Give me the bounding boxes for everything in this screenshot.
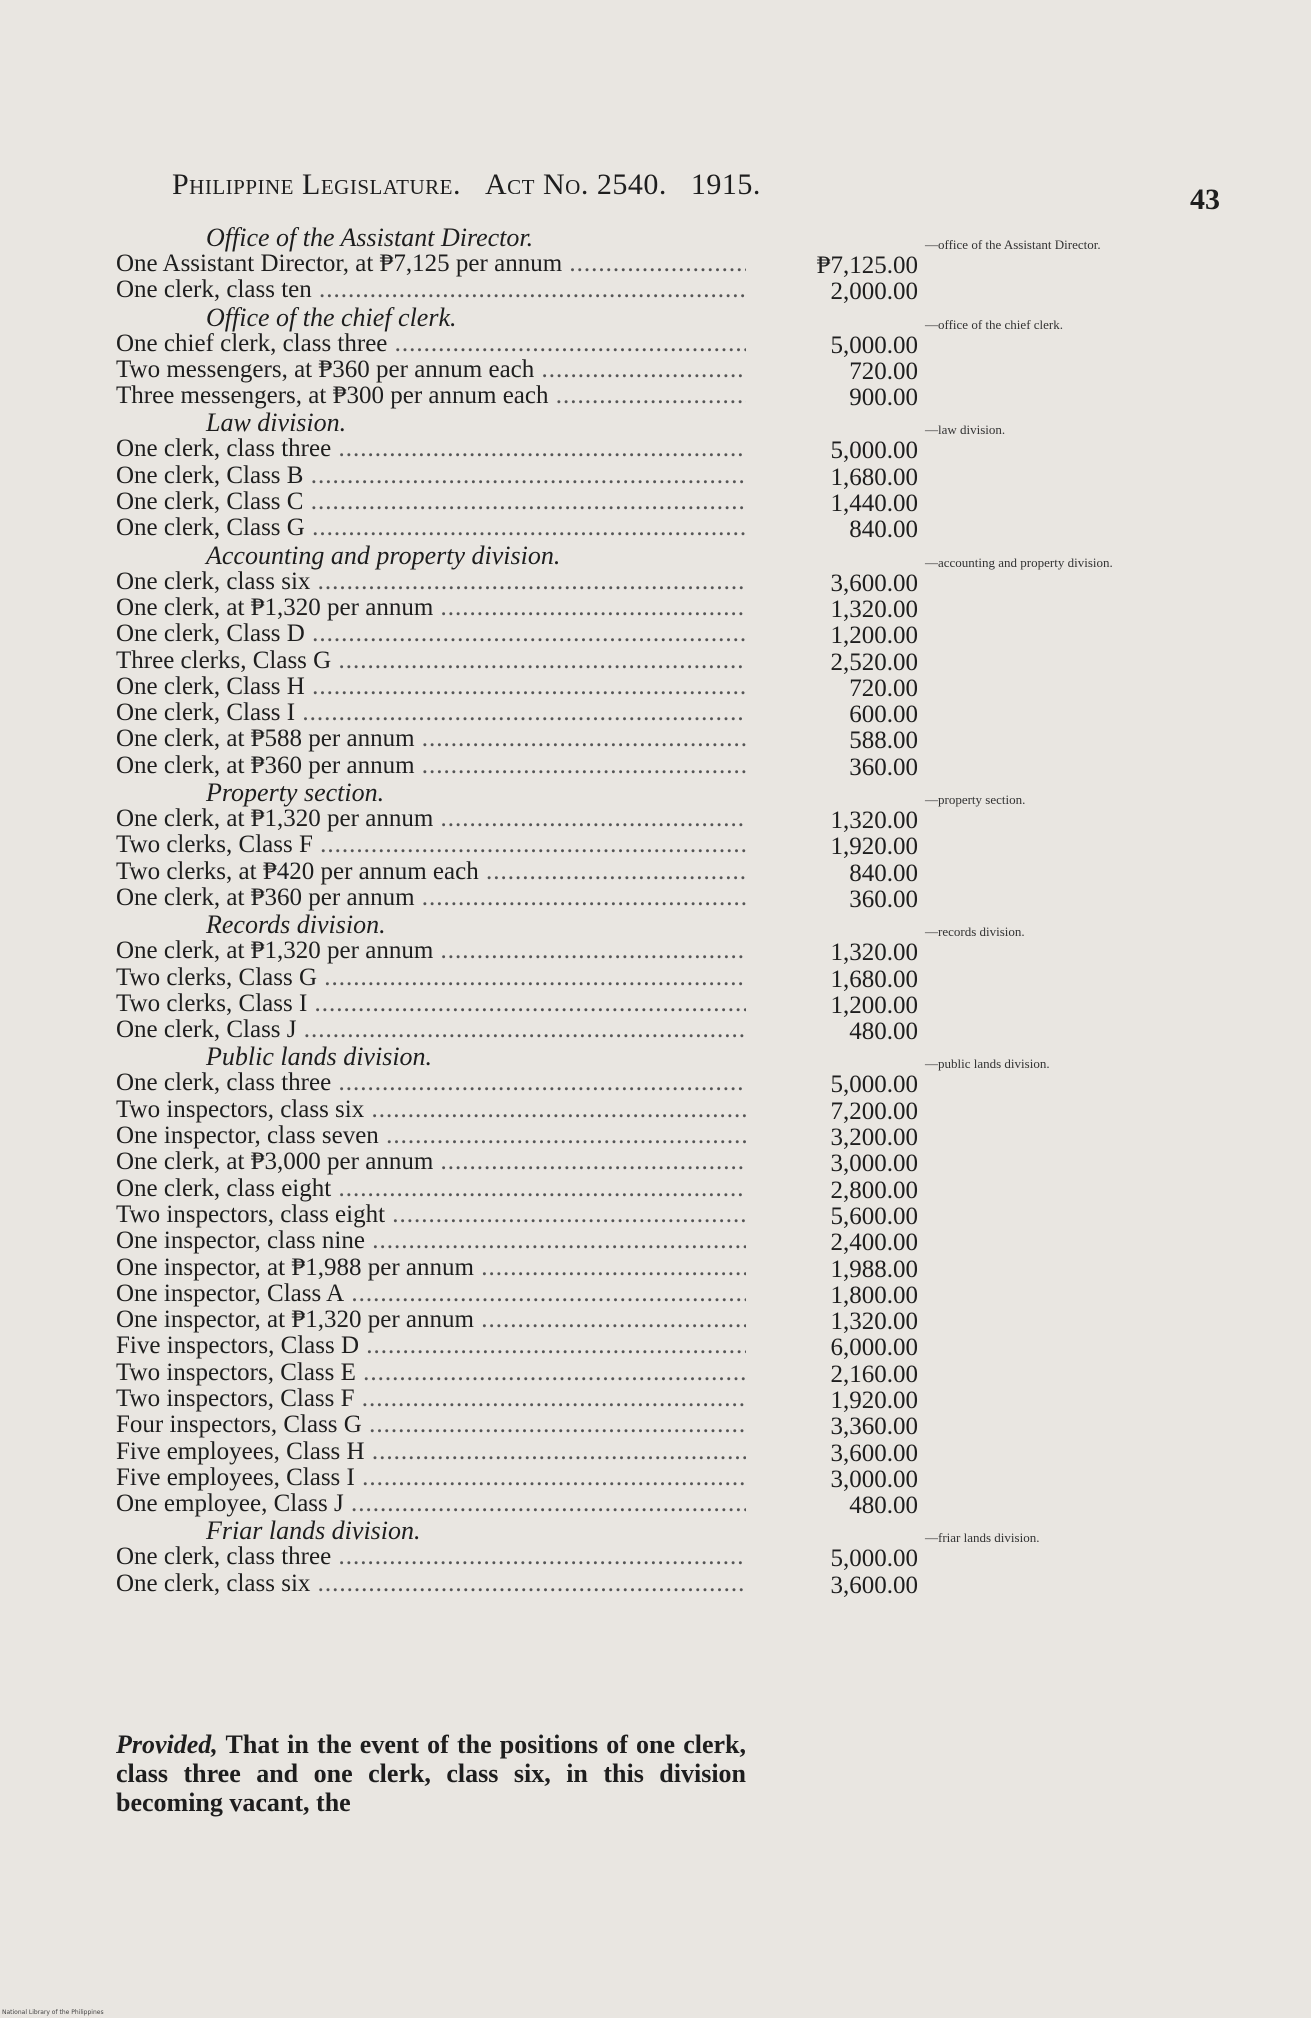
line-item (116, 859, 1116, 885)
line-item-label: One clerk, class three ..... (116, 1070, 746, 1096)
line-item (116, 1491, 1116, 1520)
line-item-amount: 2,160.00 (830, 1360, 918, 1388)
line-item-label: Four inspectors, Class G ..... (116, 1412, 746, 1438)
margin-note: —public lands division. (925, 1056, 1050, 1072)
line-item-label: One clerk, Class D ..... (116, 621, 746, 647)
line-item-label: One clerk, Class C ..... (116, 489, 746, 515)
line-item-amount: 1,920.00 (830, 833, 918, 861)
line-item-label: One clerk, class three ..... (116, 436, 746, 462)
line-item (116, 1412, 1116, 1441)
line-item-label: Two clerks, Class G ..... (116, 965, 746, 991)
section-heading: Property section. (206, 778, 385, 808)
line-item (116, 1123, 1116, 1152)
line-item (116, 1439, 1116, 1465)
line-item (116, 938, 1116, 967)
margin-note: —friar lands division. (925, 1530, 1040, 1546)
line-item-label: One clerk, at ₱1,320 per annum ..... (116, 938, 746, 964)
line-item-label: Two inspectors, class six ..... (116, 1097, 746, 1123)
line-item-amount: 1,200.00 (830, 991, 918, 1019)
line-item (116, 1070, 1116, 1099)
line-item-label: One clerk, at ₱3,000 per annum ..... (116, 1149, 746, 1175)
line-item (116, 1307, 1116, 1336)
line-item-amount: 900.00 (849, 384, 918, 412)
line-item (116, 1097, 1116, 1123)
line-item-label: One clerk, Class H ..... (116, 674, 746, 700)
line-item-label: Two clerks, Class I ..... (116, 991, 746, 1017)
line-item (116, 1202, 1116, 1228)
line-item (116, 1149, 1116, 1178)
line-item-label: Two messengers, at ₱360 per annum each ..... (116, 357, 746, 383)
line-item (116, 1360, 1116, 1386)
margin-note: —property section. (925, 792, 1026, 808)
line-item-label: One clerk, class three ..... (116, 1544, 746, 1570)
margin-note: —law division. (925, 422, 1006, 438)
line-item-label: One clerk, at ₱360 per annum ..... (116, 753, 746, 779)
line-item-label: Two inspectors, Class F ..... (116, 1386, 746, 1412)
line-item-label: One clerk, class six ..... (116, 1571, 746, 1597)
line-item-amount: 1,680.00 (830, 965, 918, 993)
line-item-label: One clerk, class eight ..... (116, 1176, 746, 1202)
line-item-amount: 2,800.00 (830, 1176, 918, 1204)
line-item-label: Two clerks, Class F ..... (116, 832, 746, 858)
line-item (116, 1333, 1116, 1362)
line-item-amount: 5,000.00 (830, 1545, 918, 1573)
line-item-label: One inspector, class nine ..... (116, 1228, 746, 1254)
line-item-label: Two inspectors, class eight ..... (116, 1202, 746, 1228)
line-item (116, 1255, 1116, 1281)
section-heading: Public lands division. (206, 1042, 433, 1072)
line-item-amount: 7,200.00 (830, 1097, 918, 1125)
line-item-label: One clerk, Class G ..... (116, 515, 746, 541)
line-item (116, 436, 1116, 465)
header-year: 1915. (690, 168, 761, 201)
line-item-amount: 3,360.00 (830, 1413, 918, 1441)
line-item-label: One inspector, at ₱1,988 per annum ..... (116, 1255, 746, 1281)
proviso-lead: Provided, (116, 1730, 218, 1759)
section-heading: Records division. (206, 910, 386, 940)
line-item-amount: 600.00 (849, 701, 918, 729)
line-item-amount: 6,000.00 (830, 1334, 918, 1362)
line-item-label: One clerk, Class I ..... (116, 700, 746, 726)
line-item (116, 1017, 1116, 1046)
line-item-label: One clerk, at ₱1,320 per annum ..... (116, 806, 746, 832)
line-item (116, 753, 1116, 779)
line-item-amount: 1,440.00 (830, 490, 918, 518)
proviso-text: That in the event of the positions of one clerk, class three and one clerk, class six, in this division becoming vacant, the (116, 1730, 747, 1817)
line-item-label: Two inspectors, Class E ..... (116, 1360, 746, 1386)
line-item-label: One inspector, Class A ..... (116, 1281, 746, 1307)
line-item-label: One clerk, at ₱360 per annum ..... (116, 885, 746, 911)
line-item-amount: 3,200.00 (830, 1124, 918, 1152)
line-item-amount: 1,680.00 (830, 463, 918, 491)
line-item-amount: 840.00 (849, 859, 918, 887)
line-item-amount: 1,200.00 (830, 622, 918, 650)
line-item (116, 885, 1116, 911)
line-item-label: One employee, Class J ..... (116, 1491, 746, 1517)
line-item (116, 515, 1116, 544)
running-header (172, 168, 872, 202)
line-item-amount: 720.00 (849, 674, 918, 702)
line-item-label: Five employees, Class I ..... (116, 1465, 746, 1491)
section-heading: Law division. (206, 408, 347, 438)
line-item-amount: 1,320.00 (830, 1308, 918, 1336)
line-item-label: One chief clerk, class three ..... (116, 331, 746, 357)
section-heading: Accounting and property division. (206, 540, 561, 570)
section-heading: Office of the chief clerk. (206, 302, 457, 332)
line-item (116, 489, 1116, 518)
line-item-label: Three messengers, at ₱300 per annum each ..... (116, 383, 746, 409)
header-act-label: Act No. (485, 168, 589, 201)
line-item-label: One clerk, class ten ..... (116, 277, 746, 303)
line-item-amount: 3,600.00 (830, 1571, 918, 1599)
line-item-amount: 480.00 (849, 1018, 918, 1046)
line-item (116, 1386, 1116, 1412)
line-item (116, 383, 1116, 412)
line-item-label: Five employees, Class H ..... (116, 1439, 746, 1465)
line-item-amount: 5,000.00 (830, 331, 918, 359)
margin-note: —accounting and property division. (925, 554, 1113, 570)
page-number: 43 (1190, 183, 1220, 216)
line-item-amount: 360.00 (849, 885, 918, 913)
line-item-amount: 5,000.00 (830, 437, 918, 465)
line-item (116, 991, 1116, 1017)
line-item-label: One clerk, at ₱1,320 per annum ..... (116, 595, 746, 621)
line-item-label: One clerk, Class B ..... (116, 463, 746, 489)
line-item (116, 700, 1116, 729)
line-item-amount: 360.00 (849, 753, 918, 781)
line-item (116, 251, 1116, 277)
line-item-label: Two clerks, at ₱420 per annum each ..... (116, 859, 746, 885)
line-item-amount: 2,520.00 (830, 648, 918, 676)
line-item-amount: 480.00 (849, 1492, 918, 1520)
header-act-number: 2540. (596, 168, 667, 201)
line-item (116, 1465, 1116, 1491)
line-item (116, 1281, 1116, 1307)
line-item-amount: 3,000.00 (830, 1150, 918, 1178)
section-heading: Office of the Assistant Director. (206, 223, 534, 252)
line-item (116, 621, 1116, 650)
line-item-label: One Assistant Director, at ₱7,125 per annum ..... (116, 251, 746, 277)
line-item (116, 595, 1116, 621)
line-item-amount: 1,320.00 (830, 939, 918, 967)
line-item-amount: 5,000.00 (830, 1071, 918, 1099)
line-item (116, 1544, 1116, 1573)
line-item (116, 806, 1116, 835)
proviso-paragraph (116, 1730, 746, 1817)
margin-note: —records division. (925, 924, 1025, 940)
line-item-amount: 5,600.00 (830, 1202, 918, 1230)
line-item (116, 463, 1116, 489)
line-item-label: Three clerks, Class G ..... (116, 648, 746, 674)
line-item (116, 1571, 1116, 1597)
margin-note: —office of the chief clerk. (925, 316, 1063, 332)
line-item-label: One inspector, at ₱1,320 per annum ..... (116, 1307, 746, 1333)
line-item (116, 965, 1116, 991)
header-title: Philippine Legislature. (172, 168, 461, 201)
line-item-amount: 2,400.00 (830, 1229, 918, 1257)
line-item-label: One clerk, Class J ..... (116, 1017, 746, 1043)
section-heading: Friar lands division. (206, 1516, 421, 1546)
line-item-label: One clerk, class six ..... (116, 569, 746, 595)
line-item (116, 357, 1116, 383)
line-item-amount: 3,600.00 (830, 1439, 918, 1467)
line-item (116, 726, 1116, 755)
line-item-amount: 1,800.00 (830, 1281, 918, 1309)
line-item-label: Five inspectors, Class D ..... (116, 1333, 746, 1359)
line-item (116, 674, 1116, 700)
line-item-amount: 720.00 (849, 357, 918, 385)
line-item (116, 1176, 1116, 1202)
line-item (116, 277, 1116, 306)
line-item-amount: 1,320.00 (830, 595, 918, 623)
margin-note: —office of the Assistant Director. (925, 237, 1101, 252)
line-item-amount: 1,920.00 (830, 1386, 918, 1414)
line-item-amount: ₱7,125.00 (816, 252, 918, 279)
line-item (116, 832, 1116, 861)
line-item (116, 331, 1116, 357)
line-item-amount: 3,000.00 (830, 1465, 918, 1493)
line-item (116, 1228, 1116, 1257)
line-item-amount: 840.00 (849, 516, 918, 544)
line-item (116, 648, 1116, 674)
line-item-label: One clerk, at ₱588 per annum ..... (116, 726, 746, 752)
scan-footer: National Library of the Philippines (2, 2009, 104, 2016)
line-item-amount: 2,000.00 (830, 278, 918, 306)
line-item-amount: 1,988.00 (830, 1255, 918, 1283)
line-item-label: One inspector, class seven ..... (116, 1123, 746, 1149)
line-item-amount: 1,320.00 (830, 807, 918, 835)
line-item-amount: 3,600.00 (830, 569, 918, 597)
line-item (116, 569, 1116, 595)
line-item-amount: 588.00 (849, 727, 918, 755)
